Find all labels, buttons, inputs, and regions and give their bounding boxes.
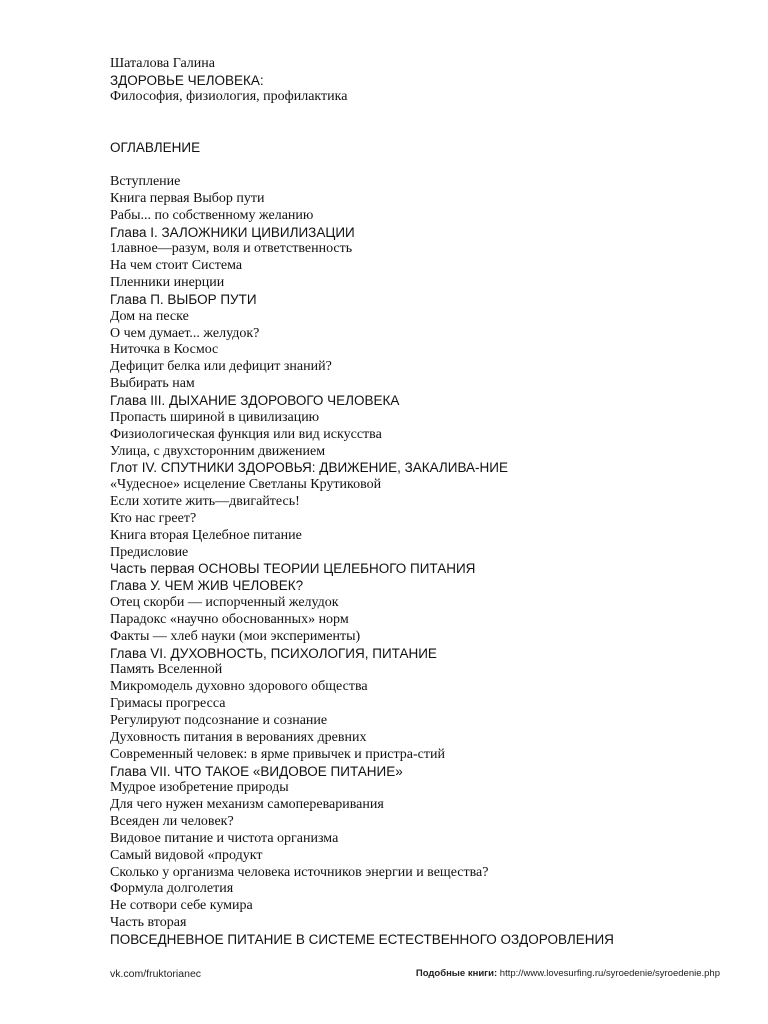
toc-entry: Книга первая Выбор пути: [110, 190, 265, 206]
book-title: ЗДОРОВЬЕ ЧЕЛОВЕКА:: [110, 72, 264, 88]
toc-entry: Микромодель духовно здорового общества: [110, 679, 368, 695]
toc-entry: Факты — хлеб науки (мои эксперименты): [110, 628, 361, 644]
toc-entry: Рабы... по собственному желанию: [110, 207, 314, 223]
toc-entry: Сколько у организма человека источников энергии и вещества?: [110, 864, 489, 880]
toc-entry: Всеяден ли человек?: [110, 814, 234, 830]
toc-entry: «Чудесное» исцеление Светланы Крутиковой: [110, 477, 382, 493]
toc-entry: Современный человек: в ярме привычек и пристра-стий: [110, 746, 445, 762]
toc-entry: Вступление: [110, 174, 181, 189]
toc-entry: Глава VI. ДУХОВНОСТЬ, ПСИХОЛОГИЯ, ПИТАНИЕ: [110, 645, 437, 661]
toc-entry: ПОВСЕДНЕВНОЕ ПИТАНИЕ В СИСТЕМЕ ЕСТЕСТВЕННОГО ОЗДОРОВЛЕНИЯ: [110, 931, 614, 947]
toc-entry: Дом на песке: [110, 308, 189, 324]
toc-entry: Предисловие: [110, 544, 189, 560]
toc-entry: Глава У. ЧЕМ ЖИВ ЧЕЛОВЕК?: [110, 578, 304, 594]
toc-entry: На чем стоит Система: [110, 258, 243, 274]
toc-entry: Книга вторая Целебное питание: [110, 527, 302, 543]
toc-entry: Не сотвори себе кумира: [110, 898, 253, 914]
toc-entry: Глава III. ДЫХАНИЕ ЗДОРОВОГО ЧЕЛОВЕКА: [110, 392, 400, 408]
toc-entry: Глот IV. СПУТНИКИ ЗДОРОВЬЯ: ДВИЖЕНИЕ, ЗАКАЛИВА-НИЕ: [110, 460, 508, 476]
toc-entry: Видовое питание и чистота организма: [110, 830, 339, 846]
footer-similar-books: [416, 968, 720, 979]
toc-entry: О чем думает... желудок?: [110, 325, 260, 341]
toc-entry: Глава I. ЗАЛОЖНИКИ ЦИВИЛИЗАЦИИ: [110, 224, 355, 240]
toc-entry: Гримасы прогресса: [110, 696, 226, 712]
toc-entry: Дефицит белка или дефицит знаний?: [110, 359, 332, 375]
toc-entry: Для чего нужен механизм самопереваривания: [110, 797, 384, 813]
toc-entry: Память Вселенной: [110, 662, 223, 678]
book-header: [110, 56, 347, 106]
footer-source: vk.com/fruktorianec: [110, 968, 202, 980]
toc-entry: Духовность питания в верованиях древних: [110, 729, 367, 745]
toc-entry: Отец скорби — испорченный желудок: [110, 595, 339, 611]
toc-entry: Самый видовой «продукт: [110, 847, 263, 863]
toc-entry: Если хотите жить—двигайтесь!: [110, 494, 300, 510]
toc-entry: Глава VII. ЧТО ТАКОЕ «ВИДОВОЕ ПИТАНИЕ»: [110, 763, 403, 779]
toc-entry: Глава П. ВЫБОР ПУТИ: [110, 291, 257, 307]
toc-entry: Пропасть шириной в цивилизацию: [110, 409, 320, 425]
toc-entry: Мудрое изобретение природы: [110, 780, 289, 796]
table-of-contents: [110, 174, 614, 949]
author-name: Шаталова Галина: [110, 56, 215, 71]
toc-entry: Пленники инерции: [110, 275, 225, 291]
toc-entry: Парадокс «научно обоснованных» норм: [110, 611, 349, 627]
toc-entry: Часть вторая: [110, 915, 187, 931]
toc-entry: Формула долголетия: [110, 881, 234, 897]
toc-entry: Ниточка в Космос: [110, 342, 219, 358]
toc-entry: Физиологическая функция или вид искусства: [110, 426, 382, 442]
toc-heading: ОГЛАВЛЕНИЕ: [110, 140, 201, 155]
toc-entry: Улица, с двухсторонним движением: [110, 443, 326, 459]
footer-similar-label: Подобные книги:: [415, 968, 498, 979]
toc-entry: Часть первая ОСНОВЫ ТЕОРИИ ЦЕЛЕБНОГО ПИТАНИЯ: [110, 561, 476, 577]
toc-entry: Выбирать нам: [110, 376, 195, 392]
toc-entry: 1лавное—разум, воля и ответственность: [110, 241, 353, 257]
book-subtitle: Философия, физиология, профилактика: [110, 89, 348, 104]
footer-similar-link[interactable]: http://www.lovesurfing.ru/syroedenie/syroedenie.php: [499, 968, 720, 979]
toc-entry: Кто нас греет?: [110, 510, 197, 526]
toc-entry: Регулируют подсознание и сознание: [110, 713, 328, 728]
